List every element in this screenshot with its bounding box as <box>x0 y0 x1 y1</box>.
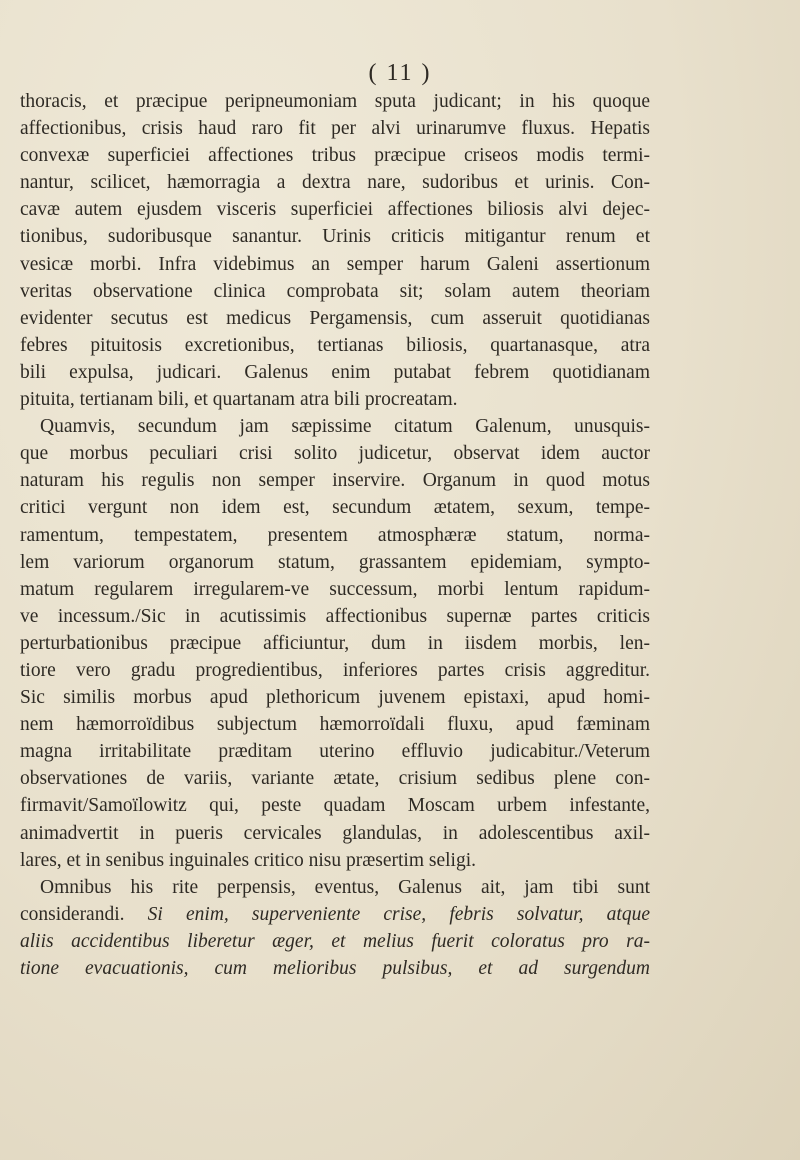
text-line: pituita, tertianam bili, et quartanam atra bili procreatam. <box>20 389 458 411</box>
text-line: critici vergunt non idem est, secundum ætatem, sexum, tempe- <box>20 497 650 519</box>
text-line: ramentum, tempestatem, presentem atmosphæræ statum, norma- <box>20 524 650 546</box>
text-italic: Si enim, superveniente crise, febris solvatur, atque <box>147 903 650 925</box>
text-line: nantur, scilicet, hæmorragia a dextra nare, sudoribus et urinis. Con- <box>20 172 650 194</box>
text-line: ve incessum./Sic in acutissimis affectionibus supernæ partes criticis <box>20 605 650 627</box>
text-line: thoracis, et præcipue peripneumoniam sputa judicant; in his quoque <box>20 91 650 112</box>
text-line: lem variorum organorum statum, grassantem epidemiam, sympto- <box>20 551 650 573</box>
text-line-italic: tione evacuationis, cum melioribus pulsibus, et ad surgendum <box>20 958 650 979</box>
text-line: magna irritabilitate præditam uterino effluvio judicabitur./Veterum <box>20 741 650 763</box>
body-text <box>20 88 650 982</box>
text-line: cavæ autem ejusdem visceris superficiei affectiones biliosis alvi dejec- <box>20 199 650 221</box>
text-line: Quamvis, secundum jam sæpissime citatum Galenum, unusquis- <box>40 416 650 438</box>
text-line: veritas observatione clinica comprobata sit; solam autem theoriam <box>20 280 650 302</box>
text-line: tionibus, sudoribusque sanantur. Urinis criticis mitigantur renum et <box>20 226 650 248</box>
text-line: vesicæ morbi. Infra videbimus an semper harum Galeni assertionum <box>20 253 650 275</box>
page-number: ( 11 ) <box>368 60 432 86</box>
text-line: lares, et in senibus inguinales critico nisu præsertim seligi. <box>20 849 477 871</box>
text-line: tiore vero gradu progredientibus, inferiores partes crisis aggreditur. <box>20 659 650 681</box>
text-line-mixed <box>20 901 650 928</box>
text-line: matum regularem irregularem-ve successum, morbi lentum rapidum- <box>20 578 650 600</box>
text-line: observationes de variis, variante ætate, crisium sedibus plene con- <box>20 768 650 790</box>
text-line: bili expulsa, judicari. Galenus enim putabat febrem quotidianam <box>20 361 650 383</box>
text-line: convexæ superficiei affectiones tribus præcipue criseos modis termi- <box>20 145 650 167</box>
text-line: firmavit/Samoïlowitz qui, peste quadam Moscam urbem infestante, <box>20 795 650 817</box>
text-line: evidenter secutus est medicus Pergamensis, cum asseruit quotidianas <box>20 307 650 329</box>
text-line: Omnibus his rite perpensis, eventus, Galenus ait, jam tibi sunt <box>40 876 650 898</box>
text-line: animadvertit in pueris cervicales glandulas, in adolescentibus axil- <box>20 822 650 844</box>
text-line: que morbus peculiari crisi solito judicetur, observat idem auctor <box>20 443 650 465</box>
text-line: febres pituitosis excretionibus, tertianas biliosis, quartanasque, atra <box>20 334 650 356</box>
text-line: Sic similis morbus apud plethoricum juvenem epistaxi, apud homi- <box>20 687 650 709</box>
text-line: nem hæmorroïdibus subjectum hæmorroïdali fluxu, apud fæminam <box>20 714 650 736</box>
text-line: perturbationibus præcipue afficiuntur, dum in iisdem morbis, len- <box>20 632 650 654</box>
text-line: naturam his regulis non semper inservire. Organum in quod motus <box>20 470 650 492</box>
text-roman: considerandi. <box>20 903 125 925</box>
text-line-italic: aliis accidentibus liberetur æger, et melius fuerit coloratus pro ra- <box>20 930 650 952</box>
text-line: affectionibus, crisis haud raro fit per alvi urinarumve fluxus. Hepatis <box>20 118 650 140</box>
